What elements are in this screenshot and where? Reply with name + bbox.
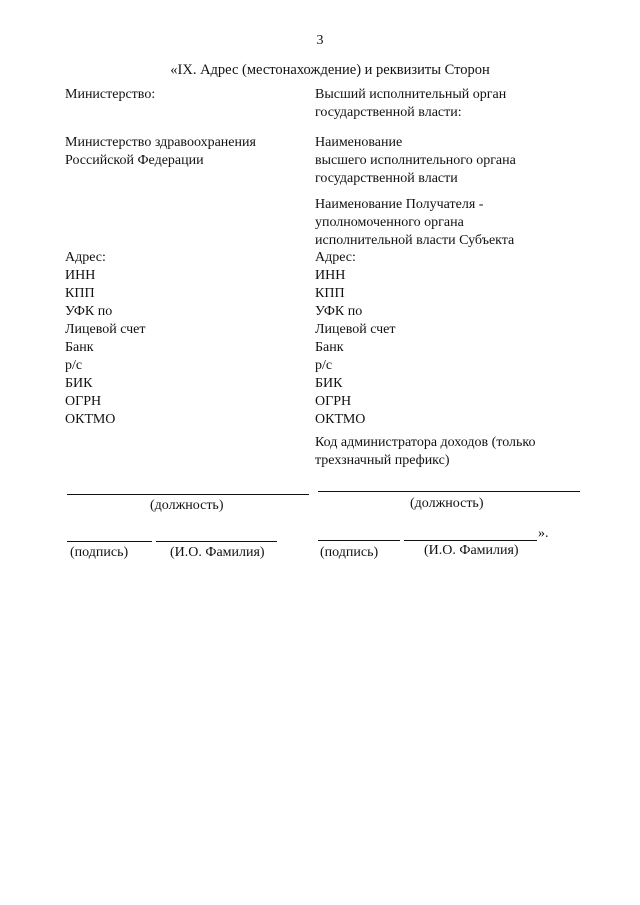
left-party-name-line: Министерство здравоохранения [65,135,256,150]
right-header-line: государственной власти: [315,105,462,120]
left-position-line [67,494,309,495]
right-party-name-line: высшего исполнительного органа [315,153,516,168]
left-detail-account: Лицевой счет [65,322,146,337]
left-details-list [65,249,146,429]
right-detail-bik: БИК [315,376,343,391]
right-admin-code-block [315,434,535,470]
left-detail-oktmo: ОКТМО [65,412,116,427]
left-name-line [156,541,277,542]
right-detail-rs: р/с [315,358,333,373]
right-name-line [404,540,537,541]
left-detail-kpp: КПП [65,286,95,301]
right-party-name-block [315,134,516,188]
left-position-caption: (должность) [150,498,224,513]
right-party-name-line: государственной власти [315,171,458,186]
left-detail-address: Адрес: [65,250,106,265]
section-title: «IX. Адрес (местонахождение) и реквизиты Сторон [170,62,490,78]
left-detail-ufk: УФК по [65,304,113,319]
left-detail-bik: БИК [65,376,93,391]
left-detail-rs: р/с [65,358,83,373]
right-position-caption: (должность) [410,496,484,511]
right-recipient-block [315,196,514,250]
left-header-line: Министерство: [65,87,156,102]
left-party-name-block [65,134,256,170]
left-header-block [65,86,155,104]
left-detail-bank: Банк [65,340,94,355]
right-signature-caption: (подпись) [320,545,379,560]
right-details-list [315,249,396,429]
right-name-caption: (И.О. Фамилия) [424,543,519,558]
left-name-caption: (И.О. Фамилия) [170,545,265,560]
right-detail-ufk: УФК по [315,304,363,319]
right-recipient-line: Наименование Получателя - [315,197,484,212]
left-detail-inn: ИНН [65,268,96,283]
right-detail-address: Адрес: [315,250,356,265]
left-detail-ogrn: ОГРН [65,394,102,409]
left-party-name-line: Российской Федерации [65,153,204,168]
right-header-line: Высший исполнительный орган [315,87,507,102]
right-admin-code-line: Код администратора доходов (только [315,435,536,450]
page-number: 3 [316,33,324,48]
right-admin-code-line: трехзначный префикс) [315,453,450,468]
right-recipient-line: уполномоченного органа [315,215,464,230]
right-party-name-line: Наименование [315,135,403,150]
left-signature-caption: (подпись) [70,545,129,560]
right-detail-ogrn: ОГРН [315,394,352,409]
closing-quote-mark: ». [538,526,549,541]
right-detail-account: Лицевой счет [315,322,396,337]
right-detail-kpp: КПП [315,286,345,301]
right-detail-inn: ИНН [315,268,346,283]
right-header-block [315,86,506,122]
right-detail-oktmo: ОКТМО [315,412,366,427]
right-detail-bank: Банк [315,340,344,355]
right-recipient-line: исполнительной власти Субъекта [315,233,515,248]
left-signature-line [67,541,152,542]
right-signature-line [318,540,400,541]
right-position-line [318,491,580,492]
